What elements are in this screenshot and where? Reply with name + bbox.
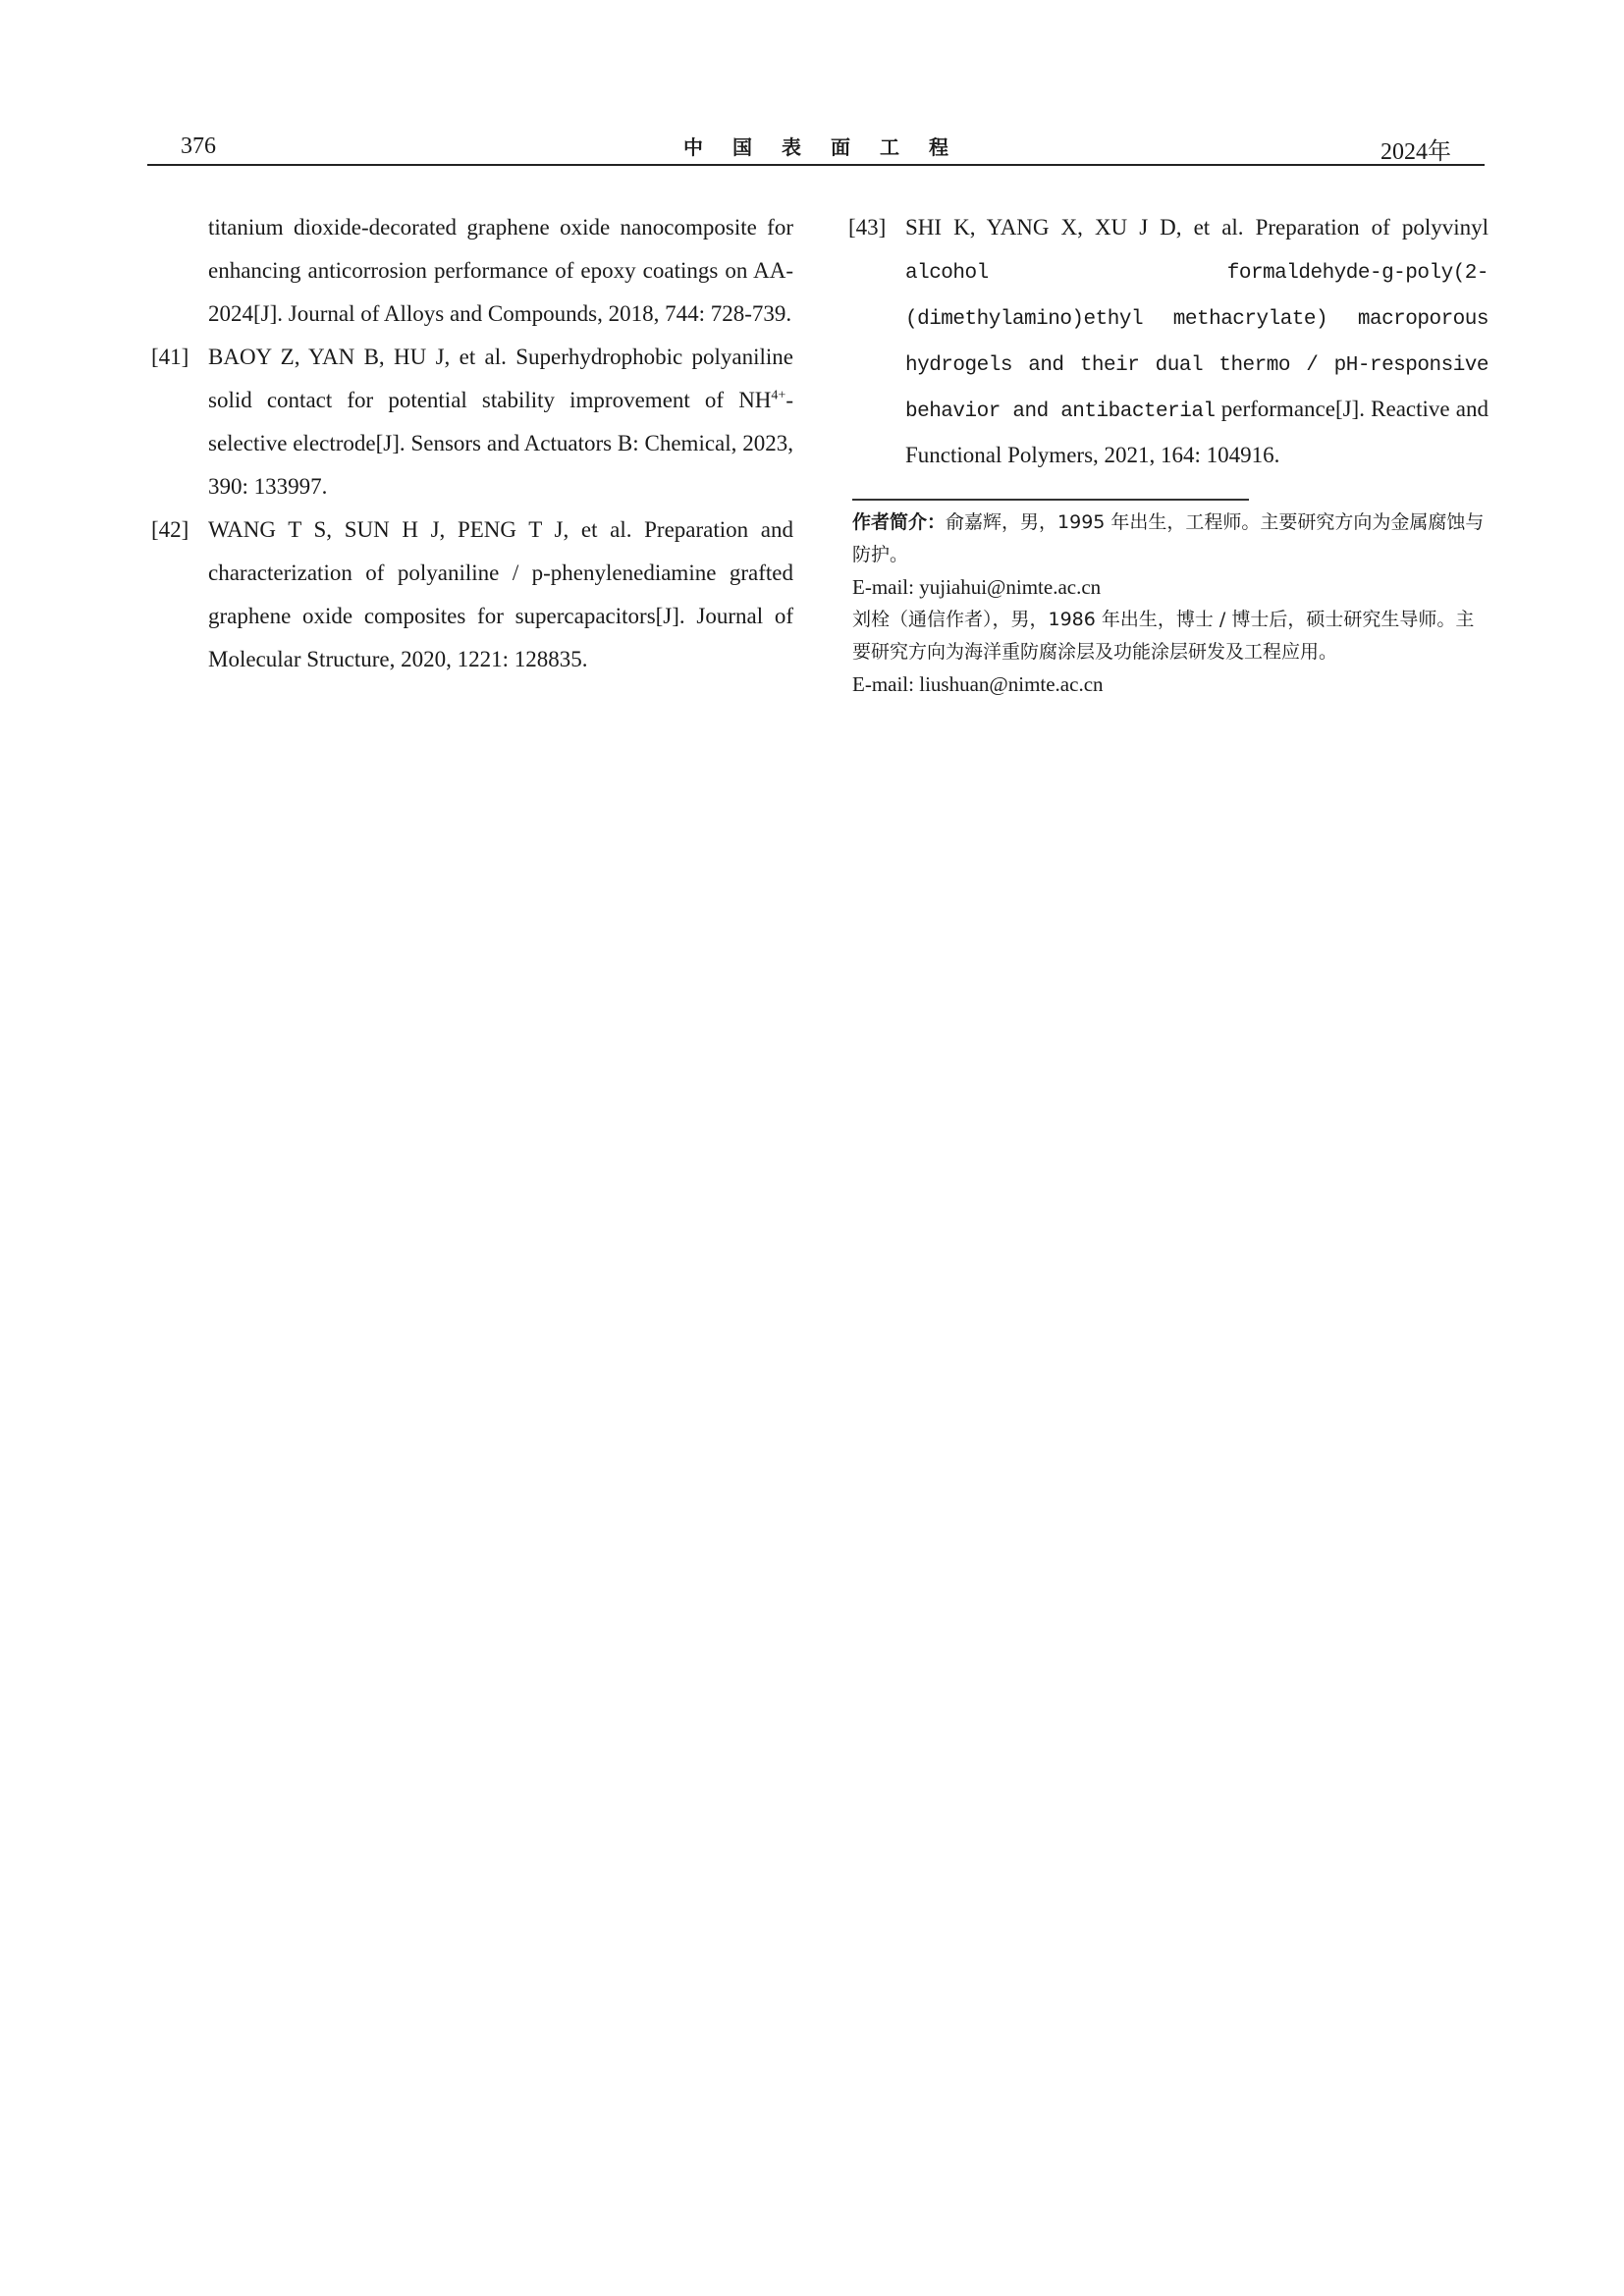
reference-text: BAOY Z, YAN B, HU J, et al. Superhydrophobic polyaniline solid contact for potential stability improvement of NH (208, 345, 793, 412)
reference-text-mono: alcohol formaldehyde-g-poly(2-(dimethylamino)ethyl methacrylate) macroporous hydrogels and their dual thermo / pH-responsive behavior and antibacterial (905, 262, 1489, 423)
journal-title: 中国表面工程 (683, 135, 978, 159)
issue-year: 2024年 (1380, 139, 1451, 165)
reference-43 (848, 206, 1489, 477)
page-header (147, 128, 1485, 165)
reference-number: [41] (151, 345, 189, 369)
left-column (151, 206, 793, 681)
author2-bio: 刘栓（通信作者），男，1986 年出生，博士 / 博士后，硕士研究生导师。主要研究方向为海洋重防腐涂层及功能涂层研发及工程应用。 (852, 609, 1475, 663)
footnote-rule (852, 499, 1249, 501)
reference-text: -selective electrode[J]. Sensors and Actuators B: Chemical, 2023, 390: 133997. (208, 388, 793, 499)
footnote-label: 作者简介： (852, 511, 947, 533)
superscript: 4+ (771, 388, 786, 403)
page-number: 376 (181, 133, 216, 159)
reference-number: [43] (848, 215, 887, 240)
author1-text: 俞嘉辉，男，1995 年出生，工程师。主要研究方向为金属腐蚀与防护。 (852, 511, 1485, 565)
reference-continued: titanium dioxide-decorated graphene oxide nanocomposite for enhancing anticorrosion performance of epoxy coatings on AA-2024[J]. Journal of Alloys and Compounds, 2018, 744: 728-739. (208, 215, 793, 326)
author1-email: E-mail: yujiahui@nimte.ac.cn (852, 575, 1102, 599)
reference-text: performance[J]. Reactive and Functional Polymers, 2021, 164: 104916. (905, 397, 1489, 467)
reference-text: SHI K, YANG X, XU J D, et al. Preparation of polyvinyl (905, 215, 1489, 240)
reference-number: [42] (151, 517, 189, 542)
right-column (848, 206, 1489, 477)
reference-42 (151, 508, 793, 681)
author1-bio (852, 507, 1487, 571)
reference-41 (151, 336, 793, 508)
author2-email: E-mail: liushuan@nimte.ac.cn (852, 672, 1104, 696)
reference-text: WANG T S, SUN H J, PENG T J, et al. Preparation and characterization of polyaniline / p-phenylenediamine grafted graphene oxide composites for supercapacitors[J]. Journal of Molecular Structure, 2020, 1221: 128835. (208, 517, 793, 671)
header-rule (147, 164, 1485, 166)
author-footnote (852, 507, 1487, 701)
